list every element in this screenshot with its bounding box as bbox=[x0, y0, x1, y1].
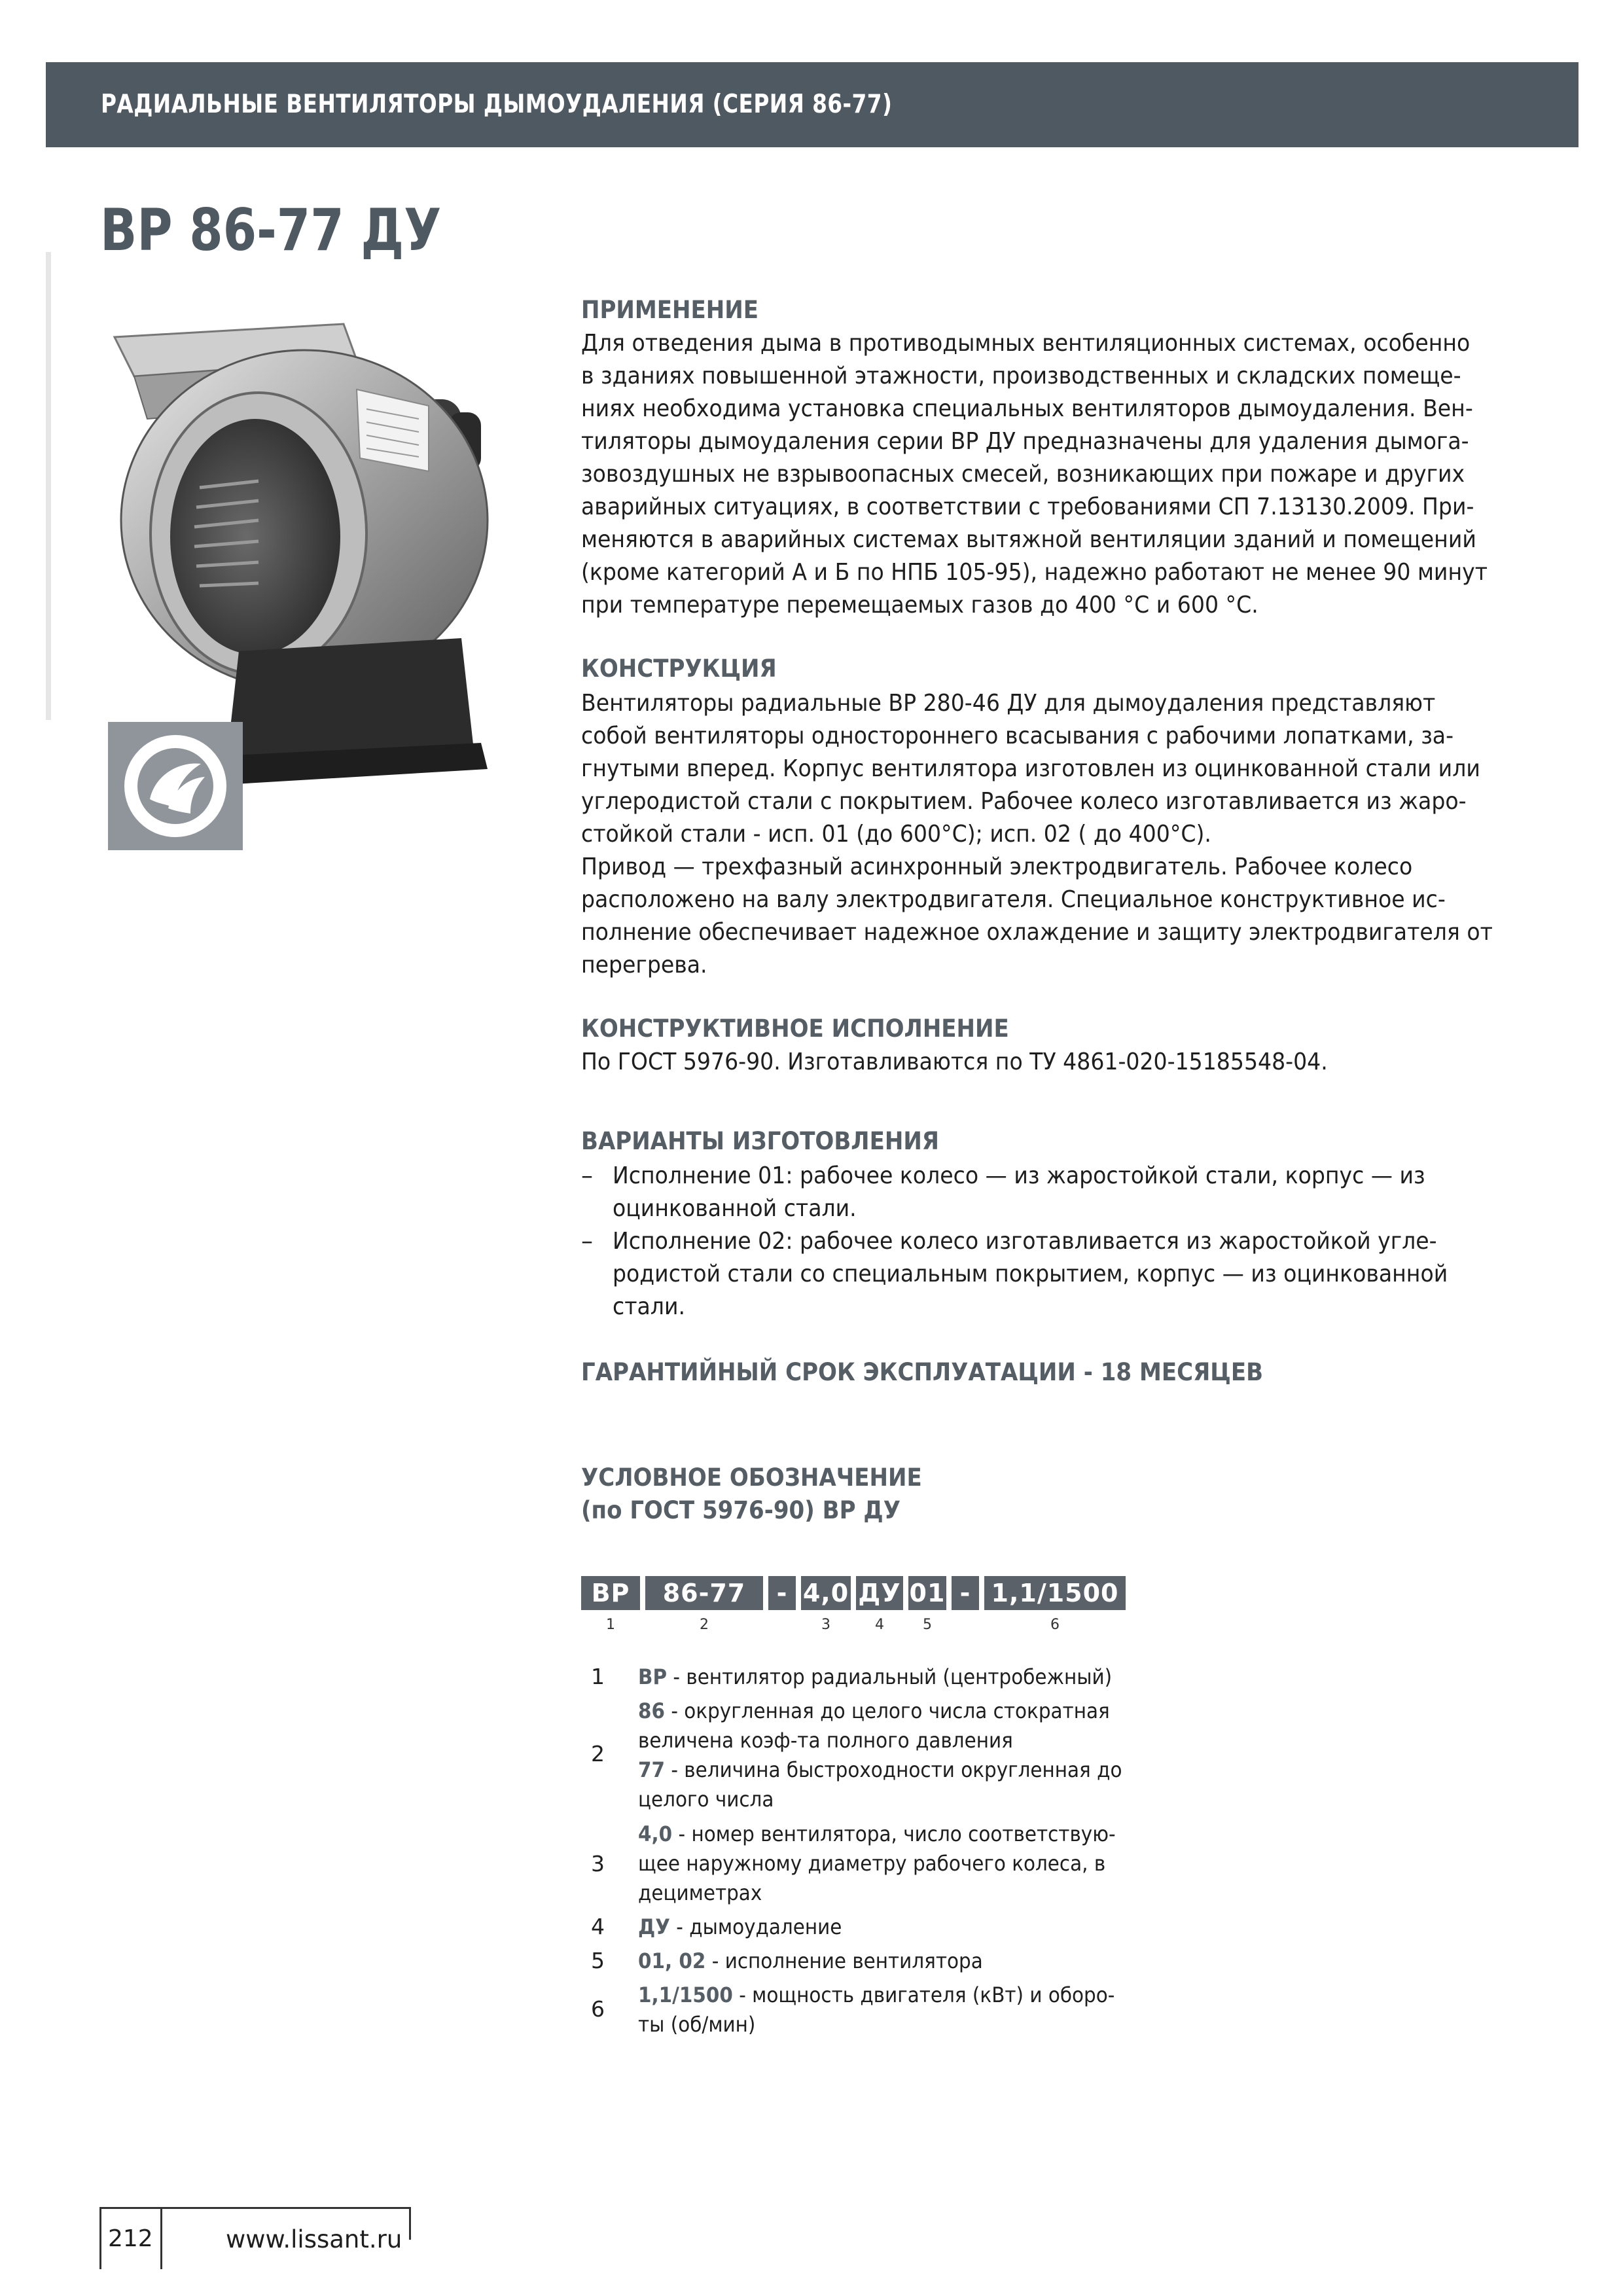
legend-number: 1 bbox=[591, 1664, 605, 1689]
text-line: при температуре перемещаемых газов до 400 °С и 600 °С. bbox=[581, 592, 1258, 619]
bullet-dash: – bbox=[581, 1228, 593, 1255]
application-text bbox=[581, 327, 1537, 622]
code-box-separator: - bbox=[768, 1576, 796, 1610]
text-line: перегрева. bbox=[581, 952, 707, 978]
legend-item bbox=[638, 1946, 1013, 1976]
legend-keyword: 4,0 bbox=[638, 1821, 673, 1846]
code-index: 4 bbox=[875, 1617, 884, 1633]
code-box-smoke: ДУ bbox=[856, 1576, 903, 1610]
legend-number: 4 bbox=[591, 1914, 605, 1939]
legend-text: щее наружному диаметру рабочего колеса, в bbox=[638, 1851, 1106, 1876]
section-heading-application: ПРИМЕНЕНИЕ bbox=[581, 296, 759, 324]
legend-keyword: 1,1/1500 bbox=[638, 1982, 733, 2007]
text-line: родистой стали со специальным покрытием, корпус — из оцинкованной bbox=[613, 1261, 1448, 1287]
text-line: Исполнение 01: рабочее колесо — из жаростойкой стали, корпус — из bbox=[613, 1162, 1425, 1189]
code-index: 3 bbox=[821, 1617, 830, 1633]
legend-text: - исполнение вентилятора bbox=[705, 1948, 983, 1973]
footer-divider bbox=[409, 2207, 411, 2240]
text-line: стойкой стали - исп. 01 (до 600°С); исп. 02 ( до 400°С). bbox=[581, 821, 1211, 848]
legend-keyword: 01, 02 bbox=[638, 1948, 706, 1973]
legend-text: величена коэф-та полного давления bbox=[638, 1728, 1013, 1753]
legend-text: ты (об/мин) bbox=[638, 2012, 756, 2037]
text-line: расположено на валу электродвигателя. Специальное конструктивное ис- bbox=[581, 886, 1446, 913]
code-box-series: 86-77 bbox=[645, 1576, 763, 1610]
legend-text: - вентилятор радиальный (центробежный) bbox=[667, 1664, 1113, 1689]
text-line: По ГОСТ 5976-90. Изготавливаются по ТУ 4861-020-15185548-04. bbox=[581, 1049, 1328, 1075]
code-index: 1 bbox=[606, 1617, 615, 1633]
legend-number: 6 bbox=[591, 1996, 605, 2022]
warranty-heading: ГАРАНТИЙНЫЙ СРОК ЭКСПЛУАТАЦИИ - 18 МЕСЯЦЕВ bbox=[581, 1358, 1264, 1386]
legend-text: - округленная до целого числа стократная bbox=[664, 1698, 1110, 1723]
legend-text: - дымоудаление bbox=[669, 1914, 842, 1939]
text-line: Вентиляторы радиальные ВР 280-46 ДУ для дымоудаления представляют bbox=[581, 690, 1436, 717]
legend-keyword: 86 bbox=[638, 1698, 665, 1723]
text-line: меняются в аварийных системах вытяжной вентиляции зданий и помещений bbox=[581, 526, 1476, 553]
section-heading-construction: КОНСТРУКЦИЯ bbox=[581, 655, 777, 683]
section-heading-variants: ВАРИАНТЫ ИЗГОТОВЛЕНИЯ bbox=[581, 1127, 940, 1155]
legend-keyword: ДУ bbox=[638, 1914, 670, 1939]
design-text bbox=[581, 1046, 1537, 1079]
text-line: ниях необходима установка специальных вентиляторов дымоудаления. Вен- bbox=[581, 395, 1473, 422]
text-line: тиляторы дымоудаления серии ВР ДУ предназначены для удаления дымога- bbox=[581, 428, 1469, 455]
code-box-variant: 01 bbox=[908, 1576, 946, 1610]
text-line: стали. bbox=[613, 1293, 686, 1320]
text-line: собой вентиляторы одностороннего всасывания с рабочими лопатками, за- bbox=[581, 723, 1454, 749]
legend-keyword: 77 bbox=[638, 1757, 665, 1782]
legend-text: целого числа bbox=[638, 1787, 774, 1812]
legend-keyword: ВР bbox=[638, 1664, 668, 1689]
text-line: Привод — трехфазный асинхронный электродвигатель. Рабочее колесо bbox=[581, 853, 1413, 880]
legend-text: дециметрах bbox=[638, 1880, 762, 1905]
text-line: углеродистой стали с покрытием. Рабочее колесо изготавливается из жаро- bbox=[581, 788, 1467, 815]
page-number: 212 bbox=[108, 2225, 153, 2252]
construction-text bbox=[581, 687, 1537, 982]
left-margin-rule bbox=[46, 252, 51, 720]
legend-number: 2 bbox=[591, 1741, 605, 1767]
footer-rule bbox=[99, 2207, 410, 2209]
code-index: 5 bbox=[923, 1617, 932, 1633]
text-line: аварийных ситуациях, в соответствии с требованиями СП 7.13130.2009. При- bbox=[581, 493, 1474, 520]
code-index: 6 bbox=[1050, 1617, 1060, 1633]
legend-number: 5 bbox=[591, 1948, 605, 1973]
designation-heading: УСЛОВНОЕ ОБОЗНАЧЕНИЕ bbox=[581, 1463, 922, 1492]
code-box-power: 1,1/1500 bbox=[984, 1576, 1126, 1610]
code-box-separator: - bbox=[952, 1576, 979, 1610]
text-line: полнение обеспечивает надежное охлаждение и защиту электродвигателя от bbox=[581, 919, 1493, 946]
legend-text: - мощность двигателя (кВт) и оборо- bbox=[732, 1982, 1115, 2007]
code-index: 2 bbox=[700, 1617, 709, 1633]
legend-item bbox=[638, 1981, 1156, 2039]
text-line: Исполнение 02: рабочее колесо изготавливается из жаростойкой угле- bbox=[613, 1228, 1437, 1255]
text-line: гнутыми вперед. Корпус вентилятора изготовлен из оцинкованной стали или bbox=[581, 755, 1480, 782]
legend-item bbox=[638, 1696, 1164, 1814]
legend-text: - величина быстроходности округленная до bbox=[664, 1757, 1122, 1782]
legend-item bbox=[638, 1662, 1153, 1692]
footer-divider bbox=[160, 2207, 162, 2269]
page-title: ВР 86-77 ДУ bbox=[100, 196, 442, 264]
text-line: оцинкованной стали. bbox=[613, 1195, 857, 1222]
footer-divider bbox=[99, 2207, 101, 2269]
text-line: в зданиях повышенной этажности, производственных и складских помеще- bbox=[581, 363, 1461, 389]
code-box-type: ВР bbox=[581, 1576, 640, 1610]
legend-item bbox=[638, 1820, 1157, 1908]
designation-subheading: (по ГОСТ 5976-90) ВР ДУ bbox=[581, 1496, 901, 1524]
smoke-exhaust-icon bbox=[108, 722, 243, 850]
legend-text: - номер вентилятора, число соответствую- bbox=[672, 1821, 1116, 1846]
text-line: зовоздушных не взрывоопасных смесей, возникающих при пожаре и других bbox=[581, 461, 1465, 488]
header-title: РАДИАЛЬНЫЕ ВЕНТИЛЯТОРЫ ДЫМОУДАЛЕНИЯ (СЕРИЯ 86-77) bbox=[101, 90, 893, 119]
website-url: www.lissant.ru bbox=[226, 2225, 402, 2253]
section-heading-design: КОНСТРУКТИВНОЕ ИСПОЛНЕНИЕ bbox=[581, 1014, 1009, 1043]
text-line: Для отведения дыма в противодымных вентиляционных системах, особенно bbox=[581, 330, 1471, 357]
header-bar bbox=[46, 62, 1578, 147]
fan-product-image bbox=[108, 298, 527, 795]
text-line: (кроме категорий А и Б по НПБ 105-95), надежно работают не менее 90 минут bbox=[581, 559, 1488, 586]
legend-item bbox=[638, 1912, 859, 1942]
bullet-dash: – bbox=[581, 1162, 593, 1189]
legend-number: 3 bbox=[591, 1851, 605, 1876]
code-box-number: 4,0 bbox=[801, 1576, 851, 1610]
